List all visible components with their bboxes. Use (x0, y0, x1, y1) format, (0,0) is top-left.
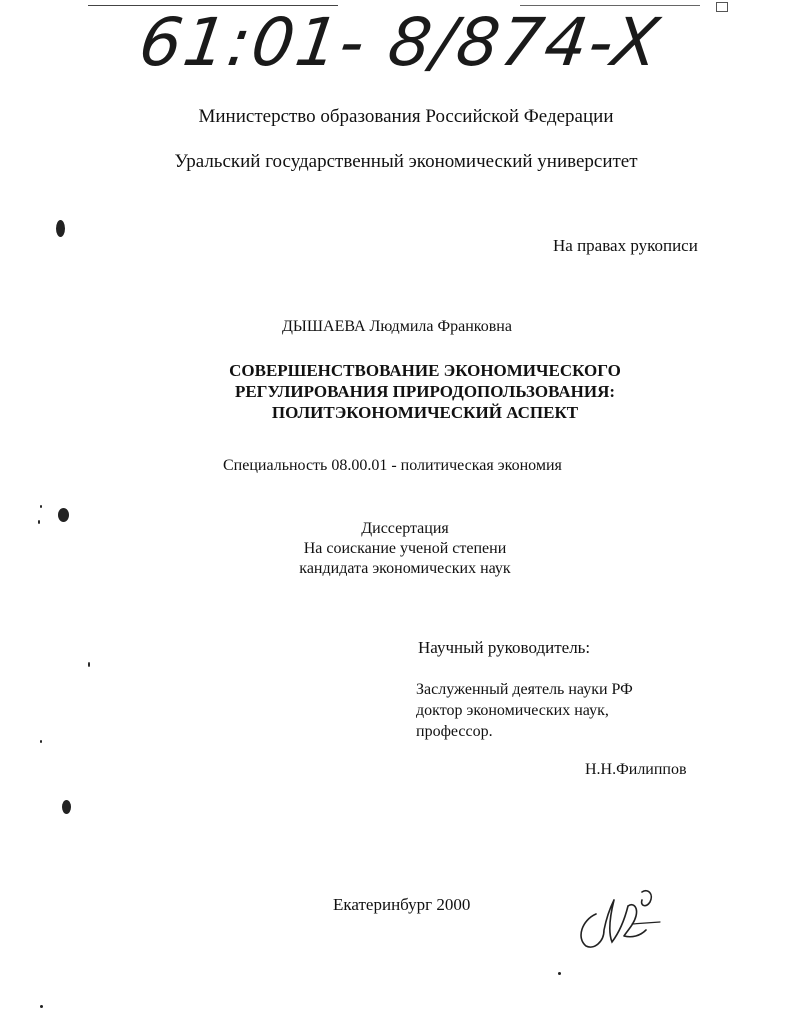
supervisor-line-2: доктор экономических наук, (416, 702, 609, 719)
scan-mark (40, 1005, 43, 1008)
university-heading: Уральский государственный экономический университет (174, 151, 638, 172)
degree-line-2: На соискание ученой степени (303, 540, 507, 557)
city-year: Екатеринбург 2000 (333, 895, 471, 914)
scan-mark (88, 662, 90, 667)
scan-mark (62, 800, 71, 814)
scan-mark (558, 972, 561, 975)
supervisor-line-1: Заслуженный деятель науки РФ (416, 681, 633, 698)
speciality-line: Специальность 08.00.01 - политическая экономия (223, 457, 562, 474)
scan-mark (56, 220, 65, 237)
degree-block (285, 519, 525, 579)
scan-mark (40, 505, 42, 508)
author-name: ДЫШАЕВА Людмила Франковна (282, 318, 512, 335)
scan-mark (58, 508, 69, 522)
rights-note: На правах рукописи (553, 236, 698, 255)
degree-line-1: Диссертация (361, 520, 449, 537)
archive-number: 61:01- 8/874-X (134, 4, 666, 81)
scan-mark (40, 740, 42, 743)
degree-line-3: кандидата экономических наук (299, 560, 511, 577)
scan-mark (38, 520, 40, 524)
ministry-heading: Министерство образования Российской Федерации (198, 106, 614, 127)
dissertation-title: СОВЕРШЕНСТВОВАНИЕ ЭКОНОМИЧЕСКОГО РЕГУЛИРОВАНИЯ ПРИРОДОПОЛЬЗОВАНИЯ: ПОЛИТЭКОНОМИЧЕСКИЙ АСПЕКТ (229, 361, 621, 422)
corner-mark (716, 2, 728, 12)
supervisor-credentials (416, 679, 633, 742)
signature-icon (574, 886, 664, 956)
supervisor-line-3: профессор. (416, 723, 493, 740)
supervisor-name: Н.Н.Филиппов (585, 761, 687, 778)
supervisor-label: Научный руководитель: (418, 638, 591, 657)
